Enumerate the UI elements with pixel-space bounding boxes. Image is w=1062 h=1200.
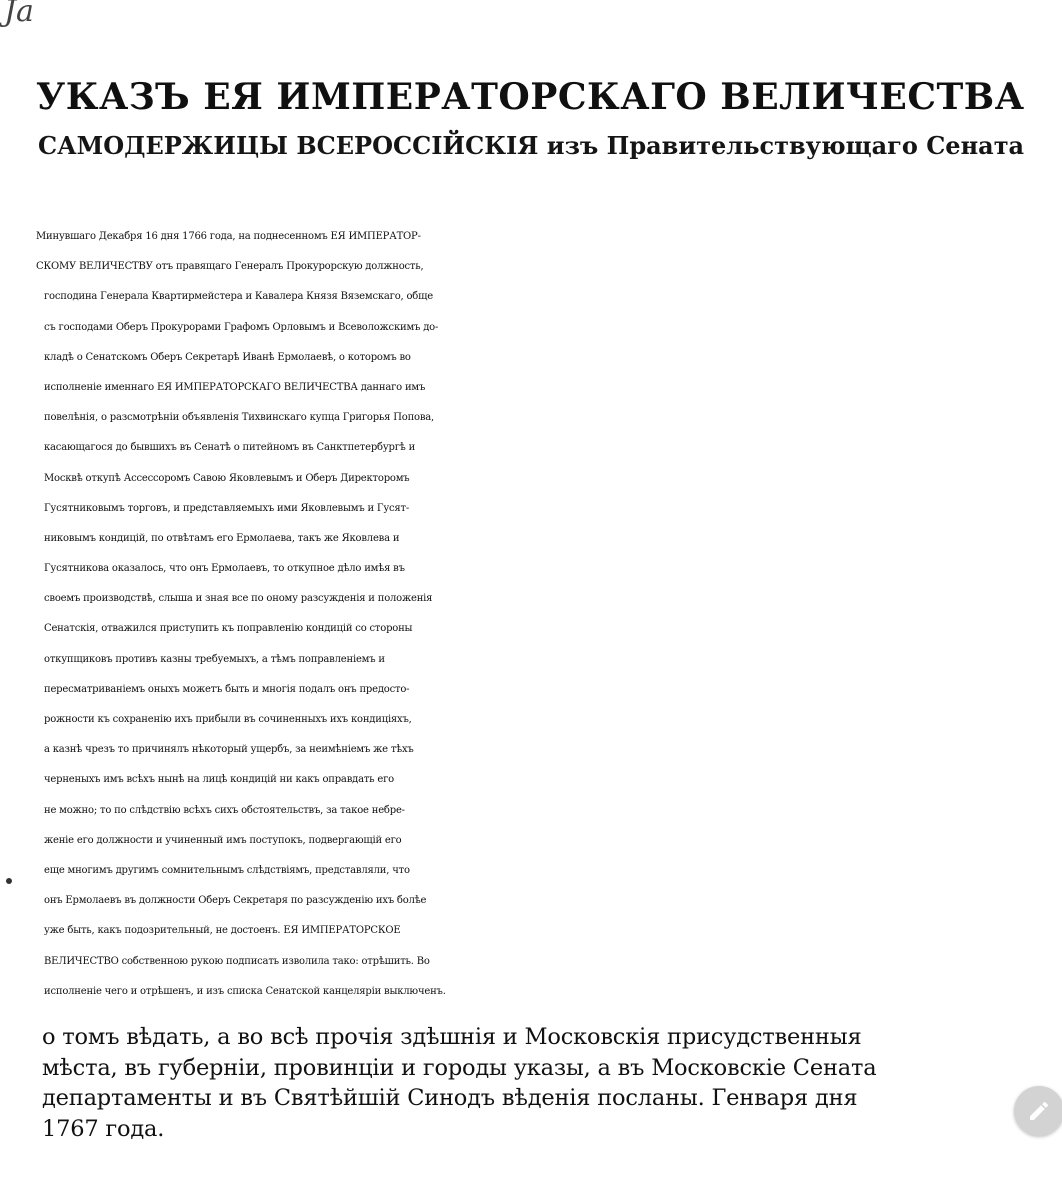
body-line: откупщиковъ противъ казны требуемыхъ, а тѣмъ поправленіемъ и [44, 653, 385, 665]
document-subtitle: САМОДЕРЖИЦЫ ВСЕРОССІЙСКІЯ изъ Правительствующаго Сената [38, 131, 1025, 160]
body-line: черненыхъ имъ всѣхъ нынѣ на лицѣ кондицій ни какъ оправдать его [44, 774, 394, 786]
stray-ink-mark [6, 878, 12, 884]
body-line: онъ Ермолаевъ въ должности Оберъ Секретаря по разсужденію ихъ болѣе [44, 895, 427, 907]
body-line: съ господами Оберъ Прокурорами Графомъ Орловымъ и Всеволожскимъ до- [44, 321, 439, 333]
document-footer [42, 1022, 1022, 1144]
body-line: господина Генерала Квартирмейстера и Кавалера Князя Вяземскаго, обще [44, 291, 433, 303]
body-line: уже быть, какъ подозрительный, не достоенъ. ЕЯ ИМПЕРАТОРСКОЕ [44, 925, 401, 937]
body-line: своемъ производствѣ, слыша и зная все по оному разсужденія и положенія [44, 593, 433, 605]
body-line: повелѣнія, о разсмотрѣніи объявленія Тихвинскаго купца Григорья Попова, [44, 412, 435, 424]
body-line: ВЕЛИЧЕСТВО собственною рукою подписать изволила тако: отрѣшить. Во [44, 955, 430, 967]
body-line: Минувшаго Декабря 16 дня 1766 года, на поднесенномъ ЕЯ ИМПЕРАТОР- [36, 231, 421, 242]
document-title: УКАЗЪ ЕЯ ИМПЕРАТОРСКАГО ВЕЛИЧЕСТВА [36, 76, 1025, 118]
body-line: а казнѣ чрезъ то причинялъ нѣкоторый ущербъ, за неимѣніемъ же тѣхъ [44, 744, 414, 756]
body-line: не можно; то по слѣдствію всѣхъ сихъ обстоятельствъ, за такое небре- [44, 804, 405, 816]
body-line: касающагося до бывшихъ въ Сенатѣ о питейномъ въ Санктпетербургѣ и [44, 442, 416, 454]
document-body [36, 222, 1056, 1007]
edit-button[interactable] [1014, 1086, 1062, 1136]
body-line: пересматриваніемъ оныхъ можетъ быть и многія подалъ онъ предосто- [44, 683, 410, 695]
footer-line: департаменты и въ Святѣйшій Синодъ вѣденія посланы. Генваря дня [42, 1085, 858, 1111]
body-line: никовымъ кондицій, по отвѣтамъ его Ермолаева, такъ же Яковлева и [44, 532, 400, 544]
body-line: Гусятникова оказалось, что онъ Ермолаевъ, то откупное дѣло имѣя въ [44, 563, 405, 575]
body-line: исполненіе чего и отрѣшенъ, и изъ списка Сенатской канцеляріи выключенъ. [44, 985, 446, 997]
body-line: кладѣ о Сенатскомъ Оберъ Секретарѣ Иванѣ Ермолаевѣ, о которомъ во [44, 351, 411, 363]
body-line: еще многимъ другимъ сомнительнымъ слѣдствіямъ, представляли, что [44, 864, 410, 876]
body-line: исполненіе именнаго ЕЯ ИМПЕРАТОРСКАГО ВЕЛИЧЕСТВА даннаго имъ [44, 381, 426, 393]
body-line: рожности къ сохраненію ихъ прибыли въ сочиненныхъ ихъ кондиціяхъ, [44, 714, 412, 725]
body-line: Сенатскія, отважился приступить къ поправленію кондицій со стороны [44, 623, 413, 635]
pencil-icon [1027, 1099, 1051, 1123]
body-line: Гусятниковымъ торговъ, и представляемыхъ ими Яковлевымъ и Гусят- [44, 502, 410, 514]
body-line: женіе его должности и учиненный имъ поступокъ, подвергающій его [44, 834, 402, 846]
footer-line: мѣста, въ губерніи, провинціи и городы указы, а въ Московскіе Сената [42, 1054, 877, 1081]
body-line: СКОМУ ВЕЛИЧЕСТВУ отъ правящаго Генералъ Прокурорскую должность, [36, 261, 424, 273]
footer-line: о томъ вѣдать, а во всѣ прочія здѣшнія и Московскія присудственныя [42, 1024, 862, 1050]
body-line: Москвѣ откупѣ Ассессоромъ Савою Яковлевымъ и Оберъ Директоромъ [44, 472, 410, 484]
footer-line: 1767 года. [42, 1115, 165, 1142]
corner-mark: Ja [4, 0, 34, 29]
